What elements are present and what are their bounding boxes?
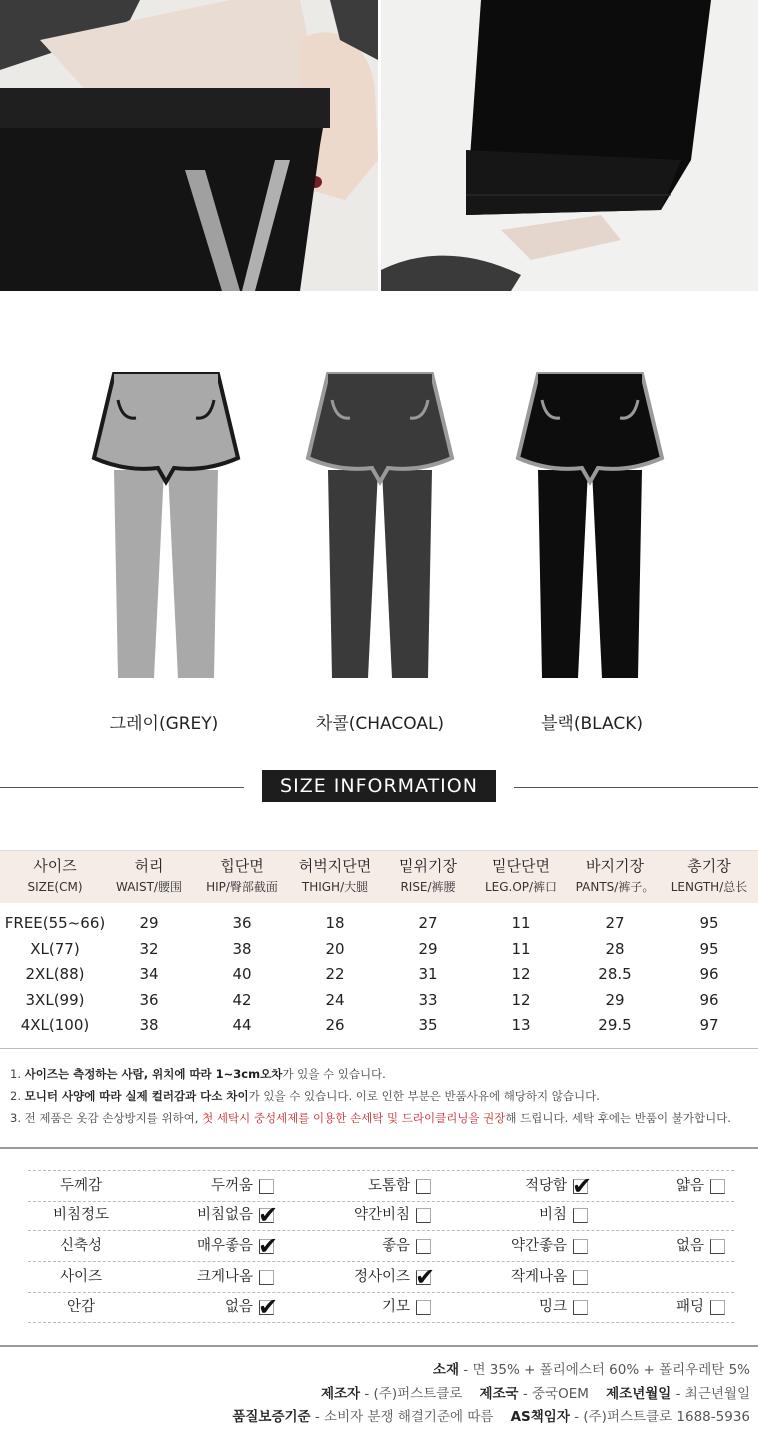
measurement-cell: 97: [699, 1016, 719, 1034]
measurement-cell: 32: [139, 939, 159, 958]
attribute-option-label: 크게나옴: [196, 1269, 253, 1285]
note-1: [10, 1066, 386, 1082]
checkmark-icon: ✔: [258, 1201, 279, 1229]
size-name-cell: 4XL(100): [20, 1016, 90, 1034]
quality-label: 품질보증기준: [232, 1409, 311, 1425]
measurement-cell: 36: [139, 990, 159, 1009]
attribute-checkbox: [710, 1179, 725, 1194]
header-korean: 사이즈: [33, 857, 77, 875]
attribute-checkbox: [416, 1179, 431, 1194]
size-name-cell: 2XL(88): [25, 965, 85, 983]
attribute-checkbox: [573, 1208, 588, 1223]
header-korean: 바지기장: [586, 857, 644, 875]
attribute-checkbox: [573, 1300, 588, 1315]
pants-leg-right: [382, 470, 432, 678]
table-row: [0, 1013, 758, 1039]
footer-maker-line: [321, 1382, 750, 1402]
notes-bottom-rule: [0, 1147, 758, 1149]
measurement-cell: 40: [232, 965, 252, 983]
header-korean: 밑단단면: [492, 857, 550, 875]
variant-images: [0, 360, 758, 690]
attribute-checkbox: [259, 1270, 274, 1285]
pants-leg-right: [592, 470, 642, 678]
attribute-option-label: 약간좋음: [510, 1238, 567, 1254]
measurement-cell: 11: [511, 939, 531, 958]
size-table-header-cell: [566, 855, 664, 897]
size-information-heading: SIZE INFORMATION: [262, 770, 496, 802]
measurement-cell: 28: [605, 939, 625, 958]
table-row: [0, 962, 758, 988]
measurement-cell: 36: [232, 914, 252, 932]
size-table-header-cell: [0, 855, 110, 897]
size-table-bottom-rule: [0, 1048, 758, 1049]
size-table: [0, 850, 758, 1034]
checkmark-icon: ✔: [572, 1172, 593, 1200]
attribute-row: [28, 1262, 734, 1293]
size-table-body: [0, 911, 758, 1039]
attribute-checkbox: [573, 1270, 588, 1285]
maker-value: - (주)퍼스트클로: [360, 1386, 463, 1402]
variant-pants-image: [94, 374, 238, 678]
waistband: [328, 374, 432, 396]
attribute-checkbox: [710, 1300, 725, 1315]
attribute-checkbox: [415, 1263, 436, 1291]
measurement-cell: 20: [325, 939, 345, 958]
header-english: LEG.OP/裤口: [484, 880, 558, 894]
header-english: THIGH/大腿: [301, 880, 369, 894]
variant-pants-image: [308, 374, 452, 678]
date-label: 제조년월일: [606, 1386, 672, 1402]
measurement-cell: 29: [139, 914, 159, 932]
attribute-option-label: 도톰함: [367, 1178, 410, 1194]
note-2: [10, 1088, 600, 1104]
measurement-cell: 28.5: [598, 965, 632, 983]
material-value: - 면 35% + 폴리에스터 60% + 폴리우레탄 5%: [459, 1362, 750, 1378]
variant-pants-image: [518, 374, 662, 678]
header-english: PANTS/裤子。: [575, 880, 655, 894]
measurement-cell: 18: [325, 914, 345, 932]
measurement-cell: 29: [605, 990, 625, 1009]
measurement-cell: 12: [511, 965, 531, 983]
date-value: - 최근년월일: [671, 1386, 750, 1402]
note-3: [10, 1110, 731, 1126]
pants-leg-left: [328, 470, 378, 678]
measurement-cell: 27: [418, 914, 438, 932]
country-label: 제조국: [479, 1386, 519, 1402]
measurement-cell: 95: [699, 914, 719, 932]
attribute-row: [28, 1170, 734, 1202]
footer-material: [433, 1358, 750, 1378]
attribute-option-label: 패딩: [675, 1299, 704, 1315]
attribute-checkbox: [259, 1179, 274, 1194]
size-table-header-cell: [661, 855, 757, 897]
attribute-checkbox: [416, 1208, 431, 1223]
country-value: - 중국OEM: [518, 1386, 589, 1402]
size-table-header-cell: [195, 855, 289, 897]
size-table-header-cell: [476, 855, 566, 897]
measurement-cell: 96: [699, 965, 719, 983]
note-3-prefix: 3. 전 제품은 옷감 손상방지를 위하여,: [10, 1111, 203, 1125]
header-korean: 밑위기장: [399, 857, 457, 875]
note-1-prefix: 1.: [10, 1067, 25, 1081]
header-korean: 허리: [134, 857, 164, 875]
attribute-checkbox: [416, 1239, 431, 1254]
attribute-checkbox: [258, 1232, 279, 1260]
attribute-category: 안감: [66, 1299, 95, 1315]
measurement-cell: 33: [418, 990, 438, 1009]
header-english: LENGTH/总长: [670, 880, 748, 894]
table-row: [0, 937, 758, 963]
size-table-header-cell: [286, 855, 384, 897]
table-row: [0, 911, 758, 937]
waistband: [114, 374, 218, 396]
hem-detail-photo: [381, 0, 758, 291]
attribute-grid-bottom-rule: [0, 1345, 758, 1347]
variant-label-charcoal: 차콜(CHACOAL): [315, 714, 445, 734]
header-korean: 총기장: [687, 857, 731, 875]
attribute-checkbox: [258, 1293, 279, 1321]
header-korean: 힙단면: [220, 857, 264, 875]
header-english: RISE/裤腰: [400, 880, 456, 894]
measurement-cell: 38: [232, 939, 252, 958]
note-1-rest: 가 있을 수 있습니다.: [282, 1067, 386, 1081]
quality-value: - 소비자 분쟁 해결기준에 따름: [310, 1409, 494, 1425]
measurement-cell: 35: [418, 1016, 438, 1034]
waistband-illustration: [0, 0, 378, 291]
attribute-category: 두께감: [59, 1178, 103, 1194]
attribute-option-label: 없음: [675, 1238, 704, 1254]
as-label: AS책임자: [510, 1409, 570, 1425]
measurement-cell: 12: [511, 990, 531, 1009]
header-english: HIP/臀部截面: [206, 880, 278, 894]
attribute-checkbox: [572, 1172, 593, 1200]
attribute-option-label: 매우좋음: [196, 1238, 253, 1254]
measurement-cell: 24: [325, 990, 345, 1009]
maker-label: 제조자: [320, 1386, 361, 1402]
attribute-option-label: 없음: [224, 1299, 253, 1315]
checkmark-icon: ✔: [258, 1293, 279, 1321]
measurement-cell: 31: [418, 965, 438, 983]
attribute-option-label: 비침: [538, 1207, 567, 1223]
attribute-category: 신축성: [59, 1238, 103, 1254]
attribute-category: 비침정도: [52, 1207, 110, 1223]
waistband: [538, 374, 642, 396]
attribute-option-label: 적당함: [524, 1178, 567, 1194]
measurement-cell: 27: [605, 914, 625, 932]
attribute-checkbox: [710, 1239, 725, 1254]
attribute-checkbox: [416, 1300, 431, 1315]
header-korean: 허벅지단면: [298, 857, 372, 875]
attribute-category: 사이즈: [59, 1269, 103, 1285]
measurement-cell: 11: [511, 914, 531, 932]
note-3-rest: 해 드립니다. 세탁 후에는 반품이 불가합니다.: [505, 1111, 731, 1125]
attribute-row: [28, 1200, 734, 1231]
measurement-cell: 22: [325, 965, 345, 983]
pants-leg-right: [168, 470, 218, 678]
header-english: WAIST/腰围: [116, 880, 182, 894]
measurement-cell: 38: [139, 1016, 159, 1034]
measurement-cell: 34: [139, 965, 159, 983]
measurement-cell: 29: [418, 939, 438, 958]
attribute-option-label: 약간비침: [353, 1207, 410, 1223]
hem-illustration: [381, 0, 758, 291]
note-2-prefix: 2.: [10, 1089, 25, 1103]
note-3-highlight: 첫 세탁시 중성세제를 이용한 손세탁 및 드라이클리닝을 권장: [202, 1111, 506, 1125]
attribute-option-label: 작게나옴: [510, 1269, 567, 1285]
size-name-cell: XL(77): [30, 939, 80, 958]
attribute-option-label: 얇음: [675, 1178, 704, 1194]
size-name-cell: 3XL(99): [25, 990, 85, 1009]
attribute-row: [28, 1292, 734, 1323]
header-english: SIZE(CM): [27, 880, 83, 894]
attribute-option-label: 정사이즈: [353, 1269, 410, 1285]
measurement-cell: 42: [232, 990, 252, 1009]
attribute-option-label: 밍크: [538, 1299, 567, 1315]
measurement-cell: 13: [511, 1016, 531, 1034]
measurement-cell: 95: [699, 939, 719, 958]
variant-label-grey: 그레이(GREY): [109, 714, 219, 734]
attribute-option-label: 기모: [381, 1299, 410, 1315]
size-table-header-cell: [383, 855, 473, 897]
checkmark-icon: ✔: [258, 1232, 279, 1260]
heading-rule-right: [514, 787, 758, 788]
measurement-cell: 26: [325, 1016, 345, 1034]
attribute-option-label: 두꺼움: [210, 1178, 253, 1194]
footer-quality-line: [232, 1405, 750, 1425]
note-2-bold: 모니터 사양에 따라 실제 컬러감과 다소 차이: [24, 1089, 249, 1103]
variant-label-black: 블랙(BLACK): [541, 714, 643, 734]
attribute-checkbox: [573, 1239, 588, 1254]
size-name-cell: FREE(55~66): [4, 914, 106, 932]
pants-leg-left: [538, 470, 588, 678]
heading-rule-left: [0, 787, 244, 788]
measurement-cell: 29.5: [598, 1016, 632, 1034]
pants-leg-left: [114, 470, 164, 678]
attribute-option-label: 비침없음: [196, 1207, 253, 1223]
size-table-header: [0, 850, 758, 903]
checkmark-icon: ✔: [415, 1263, 436, 1291]
note-2-rest: 가 있을 수 있습니다. 이로 인한 부분은 반품사유에 해당하지 않습니다.: [248, 1089, 600, 1103]
table-row: [0, 988, 758, 1014]
note-1-bold: 사이즈는 측정하는 사람, 위치에 따라 1~3cm오차: [24, 1067, 283, 1081]
waistband-detail-photo: [0, 0, 378, 291]
attribute-checkbox: [258, 1201, 279, 1229]
attribute-option-label: 좋음: [381, 1238, 410, 1254]
as-value: - (주)퍼스트클로 1688-5936: [569, 1409, 750, 1425]
measurement-cell: 96: [699, 990, 719, 1009]
size-table-header-cell: [104, 855, 194, 897]
attribute-row: [28, 1231, 734, 1262]
material-label: 소재: [432, 1362, 459, 1378]
measurement-cell: 44: [232, 1016, 252, 1034]
